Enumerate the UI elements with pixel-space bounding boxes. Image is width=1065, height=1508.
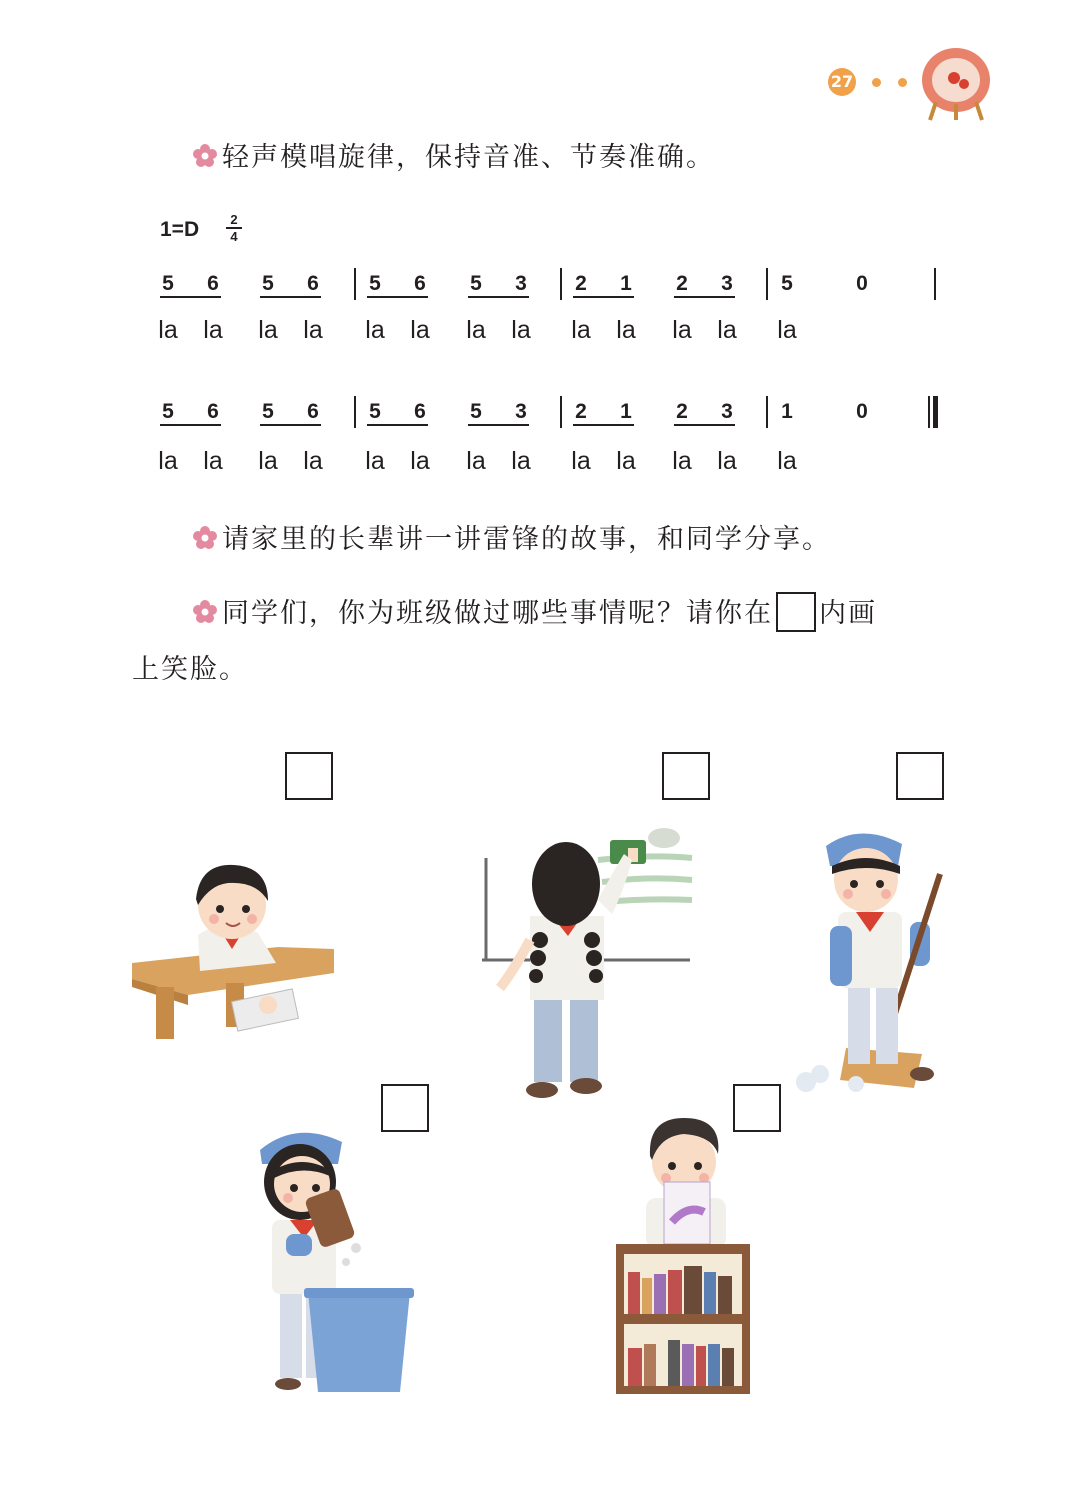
eighth-note-beam [674, 424, 735, 426]
lyric: la [616, 447, 636, 475]
boy-wiping-desk-illustration [128, 855, 338, 1045]
time-signature [226, 212, 242, 244]
eighth-note-beam [674, 296, 735, 298]
time-signature-bottom: 4 [230, 229, 238, 244]
note: 2 [575, 272, 587, 295]
lyric: la [365, 316, 385, 344]
lyric: la [571, 447, 591, 475]
boy-sweeping-floor-illustration [790, 826, 960, 1096]
note: 6 [207, 400, 219, 423]
note: 1 [620, 272, 632, 295]
decoration-dot [872, 78, 881, 87]
instruction-story [192, 512, 831, 568]
bar-line [560, 268, 562, 300]
answer-box-sweeping[interactable] [896, 752, 944, 800]
note: 5 [369, 272, 381, 295]
boy-tidying-bookshelf-illustration [612, 1112, 757, 1397]
instruction-story-text: 请家里的长辈讲一讲雷锋的故事，和同学分享。 [222, 524, 831, 555]
lyric: la [258, 316, 278, 344]
note: 5 [262, 400, 274, 423]
lyric: la [410, 447, 430, 475]
eighth-note-beam [573, 424, 634, 426]
note: 1 [620, 400, 632, 423]
lyric: la [158, 447, 178, 475]
lyric: la [571, 316, 591, 344]
eighth-note-beam [468, 296, 529, 298]
lyric: la [672, 447, 692, 475]
note: 3 [721, 400, 733, 423]
girl-emptying-trash-illustration [250, 1122, 415, 1394]
lyric: la [777, 447, 797, 475]
flower-bullet-icon [192, 525, 218, 551]
time-signature-top: 2 [230, 212, 238, 227]
note: 1 [781, 400, 793, 423]
eighth-note-beam [573, 296, 634, 298]
note: 0 [856, 272, 868, 295]
instruction-draw [192, 586, 877, 642]
decoration-dot [898, 78, 907, 87]
lyric: la [410, 316, 430, 344]
note: 2 [676, 400, 688, 423]
note: 3 [515, 400, 527, 423]
lyric: la [466, 447, 486, 475]
lyric: la [303, 316, 323, 344]
instruction-sing [192, 130, 715, 186]
bar-line [560, 396, 562, 428]
note: 2 [575, 400, 587, 423]
final-bar-line-thin [928, 396, 930, 428]
lyric: la [616, 316, 636, 344]
note: 5 [162, 272, 174, 295]
lyric: la [203, 316, 223, 344]
note: 3 [721, 272, 733, 295]
key-signature: 1=D [160, 218, 200, 241]
lyric: la [717, 447, 737, 475]
lyric: la [672, 316, 692, 344]
note: 5 [369, 400, 381, 423]
bar-line [934, 268, 936, 300]
eighth-note-beam [260, 296, 321, 298]
example-answer-box [776, 592, 816, 632]
note: 3 [515, 272, 527, 295]
lyric: la [158, 316, 178, 344]
instruction-sing-text: 轻声模唱旋律，保持音准、节奏准确。 [222, 142, 715, 173]
eighth-note-beam [468, 424, 529, 426]
instruction-draw-text-end: 内画 [819, 598, 877, 629]
lyric: la [466, 316, 486, 344]
page-number: 27 [828, 68, 856, 96]
lyric: la [717, 316, 737, 344]
lyric: la [258, 447, 278, 475]
lyric: la [511, 447, 531, 475]
instruction-draw-text: 同学们，你为班级做过哪些事情呢？请你在 [222, 598, 773, 629]
bar-line [354, 268, 356, 300]
note: 5 [470, 272, 482, 295]
girl-cleaning-blackboard-illustration [478, 820, 708, 1105]
note: 5 [162, 400, 174, 423]
lyric: la [203, 447, 223, 475]
drum-icon [916, 42, 996, 122]
flower-bullet-icon [192, 143, 218, 169]
note: 6 [307, 272, 319, 295]
bar-line [766, 396, 768, 428]
final-bar-line-thick [933, 396, 938, 428]
note: 5 [262, 272, 274, 295]
eighth-note-beam [160, 424, 221, 426]
lyric: la [511, 316, 531, 344]
answer-box-desk[interactable] [285, 752, 333, 800]
flower-bullet-icon [192, 599, 218, 625]
note: 6 [414, 400, 426, 423]
instruction-draw-line2: 上笑脸。 [132, 654, 248, 685]
bar-line [354, 396, 356, 428]
note: 6 [307, 400, 319, 423]
note: 6 [414, 272, 426, 295]
eighth-note-beam [160, 296, 221, 298]
note: 0 [856, 400, 868, 423]
bar-line [766, 268, 768, 300]
note: 2 [676, 272, 688, 295]
eighth-note-beam [367, 296, 428, 298]
note: 6 [207, 272, 219, 295]
lyric: la [777, 316, 797, 344]
lyric: la [303, 447, 323, 475]
lyric: la [365, 447, 385, 475]
eighth-note-beam [260, 424, 321, 426]
note: 5 [781, 272, 793, 295]
answer-box-blackboard[interactable] [662, 752, 710, 800]
eighth-note-beam [367, 424, 428, 426]
note: 5 [470, 400, 482, 423]
